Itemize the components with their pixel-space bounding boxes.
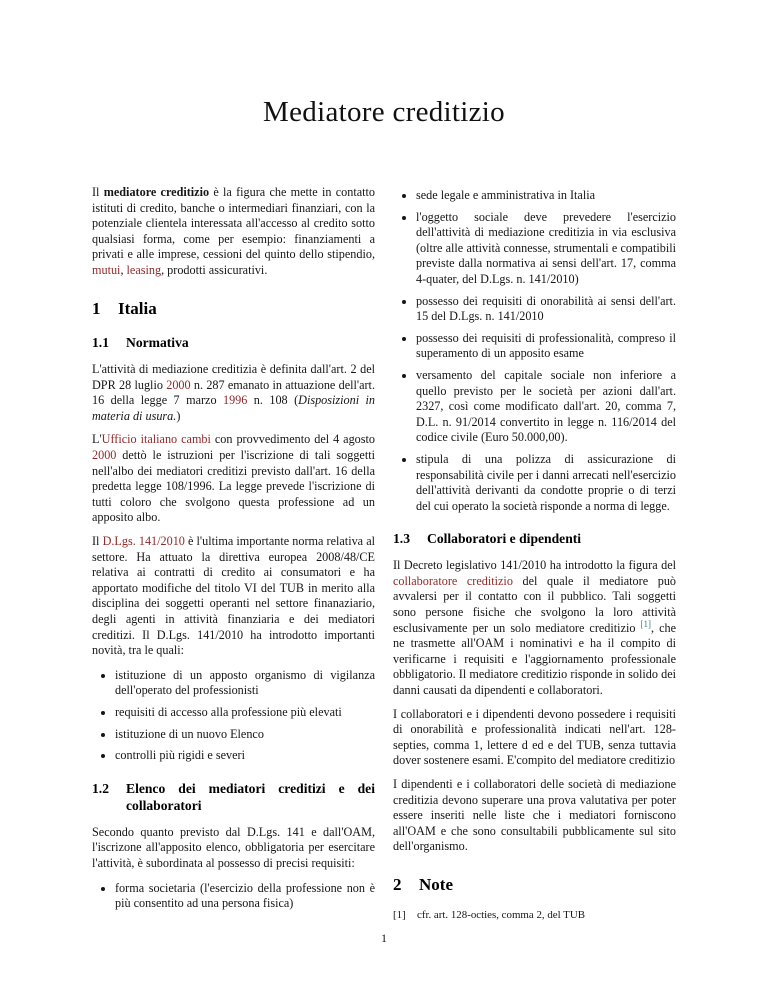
left-column [92, 185, 375, 923]
collaboratori-paragraph-2: I collaboratori e i dipendenti devono possedere i requisiti di onorabilità e professionalità indicati nell'art. 128-septies, comma 1, lettere d ed e del TUB, senza tuttavia dover sostenere esami. E'compito del mediatore creditizio [393, 706, 676, 768]
subsection-heading-normativa [92, 335, 375, 352]
section-heading-note [393, 875, 676, 895]
text-link[interactable]: 2000 [92, 448, 117, 463]
text-link[interactable]: mutui [92, 262, 121, 277]
list-item: • possesso dei requisiti di professionalità, compreso il superamento di un apposito esame [416, 331, 676, 362]
requisiti-list-left [92, 881, 375, 912]
normativa-paragraph-2: L'Ufficio italiano cambi con provvedimento del 4 agosto 2000 dettò le istruzioni per l'iscrizione di tali soggetti nell'albo dei mediatori creditizi previsto dall'art. 16 della predetta legge 108/1996. La legge prevede l'iscrizione di tutti coloro che svolgono questa professione ad un apposito albo. [92, 432, 375, 525]
requisiti-list-right [393, 188, 676, 514]
text-link[interactable]: D.Lgs. 141/2010 [102, 534, 185, 549]
list-item: • controlli più rigidi e severi [115, 748, 375, 764]
section-heading-italia [92, 299, 375, 319]
footnote-marker: [1] [393, 908, 406, 921]
collaboratori-paragraph-1: Il Decreto legislativo 141/2010 ha introdotto la figura del collaboratore creditizio del quale il mediatore può avvalersi per il contatto con il pubblico. Tali soggetti sono persone fisiche che svolgono la loro attività esclusivamente per un solo mediatore creditizio [1], che ne trasmette all'OAM i nominativi e ha il compito di verificarne i requisiti e l'aggiornamento professionale obbligatorio. Il mediatore creditizio risponde in solido dei danni causati da dipendenti e collaboratori. [393, 558, 677, 698]
list-item: • sede legale e amministrativa in Italia [416, 188, 676, 204]
footnote [393, 908, 676, 922]
intro-paragraph: Il mediatore creditizio è la figura che mette in contatto istituti di credito, banche o intermediari finanziari, con la potenziale clientela interessata all'accesso al credito sotto qualsiasi forma, come per esempio: finanziamenti a privati e alle imprese, cessioni del quinto dello stipendio, mutui, leasing, prodotti assicurativi. [92, 185, 376, 277]
right-column [393, 185, 676, 923]
text-link[interactable]: 2000 [166, 377, 191, 392]
text-link[interactable]: leasing [126, 262, 162, 277]
list-item: • possesso dei requisiti di onorabilità ai sensi dell'art. 15 del D.Lgs. n. 141/2010 [416, 294, 676, 325]
list-item: • forma societaria (l'esercizio della professione non è più consentito ad una persona fisica) [115, 881, 375, 912]
novita-list [92, 668, 375, 764]
subsection-heading-collaboratori [393, 531, 676, 548]
subsection-title: Collaboratori e dipendenti [427, 531, 582, 547]
collaboratori-paragraph-3: I dipendenti e i collaboratori delle società di mediazione creditizia devono superare una prova valutativa per poter essere inseriti nelle liste che i mediatori forniscono all'OAM e che sono consultabili pubblicamente sul sito dell'organismo. [393, 776, 676, 854]
text-link[interactable]: collaboratore creditizio [393, 573, 513, 588]
normativa-paragraph-3: Il D.Lgs. 141/2010 è l'ultima importante norma relativa al settore. Ha attuato la direttiva europea 2008/48/CE relativa ai contratti di credito ai consumatori e ha apportato modifiche del titolo VI del TUB in merito alla disciplina dei soggetti operanti nel settore finanaziario, degli agenti in attività finanziaria e dei mediatori creditizi. Il D.Lgs. 141/2010 ha introdotto importanti novità, tra le quali: [92, 534, 375, 658]
subsection-heading-elenco [92, 781, 375, 815]
subsection-number: 1.1 [92, 335, 109, 351]
list-item: • stipula di una polizza di assicurazione di responsabilità civile per i danni arrecati nell'esercizio dell'attività derivanti da condotte proprie o di terzi del cui operato la società risponde a norma di legge. [416, 452, 676, 514]
footnote-text: cfr. art. 128-octies, comma 2, del TUB [417, 908, 585, 921]
two-column-layout [92, 185, 676, 923]
text-link[interactable]: Ufficio italiano cambi [101, 432, 211, 447]
normativa-paragraph-1: L'attività di mediazione creditizia è definita dall'art. 2 del DPR 28 luglio 2000 n. 287 emanato in attuazione dell'art. 16 della legge 7 marzo 1996 n. 108 (Disposizioni in materia di usura.) [92, 362, 376, 423]
subsection-title: Elenco dei mediatori creditizi e dei collaboratori [126, 780, 375, 813]
footnote-ref[interactable]: [1] [640, 618, 651, 629]
section-number: 1 [92, 298, 101, 318]
list-item: • istituzione di un apposto organismo di vigilanza dell'operato del professionisti [115, 668, 375, 699]
list-item: • istituzione di un nuovo Elenco [115, 727, 375, 743]
text-link[interactable]: 1996 [222, 393, 248, 408]
section-number: 2 [393, 874, 402, 894]
subsection-number: 1.3 [393, 531, 410, 547]
page-title: Mediatore creditizio [263, 96, 505, 128]
page-number: 1 [381, 931, 387, 945]
elenco-paragraph-1: Secondo quanto previsto dal D.Lgs. 141 e dall'OAM, l'iscrizone all'apposito elenco, obbligatoria per esercitare l'attività, è subordinata al possesso di precisi requisiti: [92, 824, 375, 870]
list-item: • versamento del capitale sociale non inferiore a quello previsto per le società per azioni dall'art. 2327, così come modificato dall'art. 20, comma 7, D.L. n. 91/2014 convertito in legge n. 116/2014 del codice civile (Euro 50.000,00). [416, 368, 676, 446]
list-item: • l'oggetto sociale deve prevedere l'esercizio dell'attività di mediazione creditizia in via esclusiva (oltre alle attività connesse, strumentali e compatibili previste dalla normativa ai sensi dell'art. 17, comma 4-quater, del D.Lgs. n. 141/2010) [416, 210, 676, 288]
section-title: Italia [118, 298, 157, 318]
section-title: Note [419, 874, 453, 894]
subsection-number: 1.2 [92, 780, 109, 796]
subsection-title: Normativa [126, 335, 189, 351]
list-item: • requisiti di accesso alla professione più elevati [115, 705, 375, 721]
